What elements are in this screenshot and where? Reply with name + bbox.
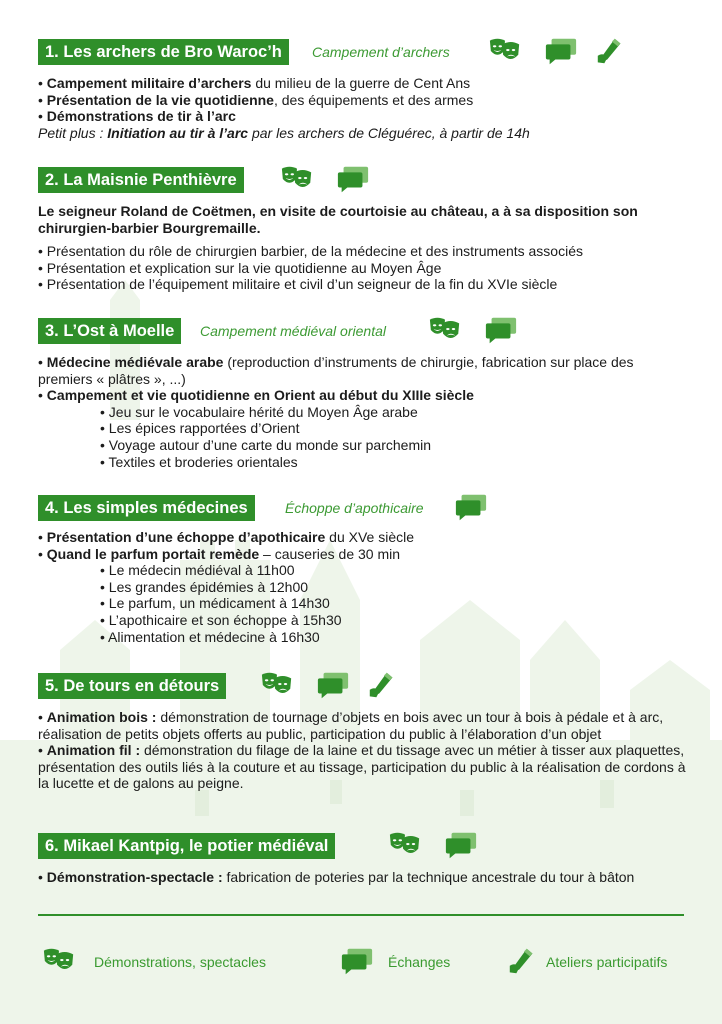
pencil-hand-icon <box>506 946 540 976</box>
pencil-hand-icon <box>366 670 400 700</box>
section-simples-medecines <box>38 495 686 645</box>
list-item: • Animation bois : démonstration de tournage d’objets en bois avec un tour à bois à pédale et à arc, réalisation de petits objets offerts au public, participation du public à l’élaboration d’un objet <box>38 709 664 742</box>
list-item: • Quand le parfum portait remède – causeries de 30 min <box>38 545 401 562</box>
list-item: • Présentation de la vie quotidienne, des équipements et des armes <box>38 91 474 108</box>
section-subtitle: Échoppe d’apothicaire <box>285 500 424 516</box>
legend-label: Ateliers participatifs <box>546 954 668 970</box>
section-title: 1. Les archers de Bro Waroc’h <box>38 39 289 65</box>
list-item: • Animation fil : démonstration du filage de la laine et du tissage avec un métier à tisser aux plaquettes, présentation des outils liés à la couture et au tissage, participation du public à la réalisation de cordons à la lucette et de galons au peigne. <box>38 742 686 792</box>
speech-bubbles-icon <box>454 492 488 522</box>
section-title: 6. Mikael Kantpig, le potier médiéval <box>38 833 335 859</box>
list-item: • Démonstrations de tir à l’arc <box>38 108 236 125</box>
list-item: • Campement militaire d’archers du milieu de la guerre de Cent Ans <box>38 75 471 91</box>
theatre-masks-icon <box>388 830 422 860</box>
list-item: • Campement et vie quotidienne en Orient au début du XIIIe siècle <box>38 387 474 404</box>
section-title: 5. De tours en détours <box>38 673 226 699</box>
list-item: • Présentation d’une échoppe d’apothicaire du XVe siècle <box>38 529 415 545</box>
section-tours-detours <box>38 673 686 792</box>
sub-list-item: • Textiles et broderies orientales <box>100 453 298 470</box>
speech-bubbles-icon <box>484 315 518 345</box>
section-archers <box>38 39 686 141</box>
section-title: 4. Les simples médecines <box>38 495 255 521</box>
list-item: • Présentation de l’équipement militaire et civil d’un seigneur de la fin du XVIe siècle <box>38 276 558 293</box>
speech-bubbles-icon <box>340 946 374 976</box>
theatre-masks-icon <box>260 670 294 700</box>
divider <box>38 914 684 916</box>
theatre-masks-icon <box>428 315 462 345</box>
sub-list-item: • Le médecin médiéval à 11h00 <box>100 562 295 579</box>
section-title: 3. L’Ost à Moelle <box>38 318 181 344</box>
sub-list-item: • Jeu sur le vocabulaire hérité du Moyen Âge arabe <box>100 403 418 420</box>
section-intro: Le seigneur Roland de Coëtmen, en visite de courtoisie au château, a à sa disposition son chirurgien-barbier Bourgremaille. <box>38 203 638 236</box>
sub-list-item: • Les épices rapportées d’Orient <box>100 420 300 437</box>
list-item: • Démonstration-spectacle : fabrication de poteries par la technique ancestrale du tour à bâton <box>38 869 635 885</box>
list-item: • Présentation et explication sur la vie quotidienne au Moyen Âge <box>38 259 442 276</box>
legend-label: Échanges <box>388 954 451 970</box>
speech-bubbles-icon <box>316 670 350 700</box>
theatre-masks-icon <box>488 36 522 66</box>
sub-list-item: • L’apothicaire et son échoppe à 15h30 <box>100 611 342 628</box>
speech-bubbles-icon <box>544 36 578 66</box>
sub-list-item: • Alimentation et médecine à 16h30 <box>100 628 320 645</box>
section-subtitle: Campement médiéval oriental <box>200 323 386 339</box>
pencil-hand-icon <box>594 36 628 66</box>
theatre-masks-icon <box>42 946 76 976</box>
theatre-masks-icon <box>280 164 314 194</box>
section-maisnie <box>38 167 686 293</box>
sub-list-item: • Les grandes épidémies à 12h00 <box>100 578 309 595</box>
speech-bubbles-icon <box>444 830 478 860</box>
section-title: 2. La Maisnie Penthièvre <box>38 167 244 193</box>
section-subtitle: Campement d’archers <box>312 44 450 60</box>
sub-list-item: • Le parfum, un médicament à 14h30 <box>100 595 330 612</box>
list-item: • Médecine médiévale arabe (reproduction d’instruments de chirurgie, fabrication sur place des premiers « plâtres », ...) <box>38 354 634 387</box>
section-ost-moelle <box>38 318 686 470</box>
list-item: • Présentation du rôle de chirurgien barbier, de la médecine et des instruments associés <box>38 243 583 260</box>
bonus-note: Petit plus : Initiation au tir à l’arc par les archers de Cléguérec, à partir de 14h <box>38 124 530 141</box>
sub-list-item: • Voyage autour d’une carte du monde sur parchemin <box>100 436 431 453</box>
section-potier <box>38 833 686 886</box>
legend-label: Démonstrations, spectacles <box>94 954 266 970</box>
speech-bubbles-icon <box>336 164 370 194</box>
